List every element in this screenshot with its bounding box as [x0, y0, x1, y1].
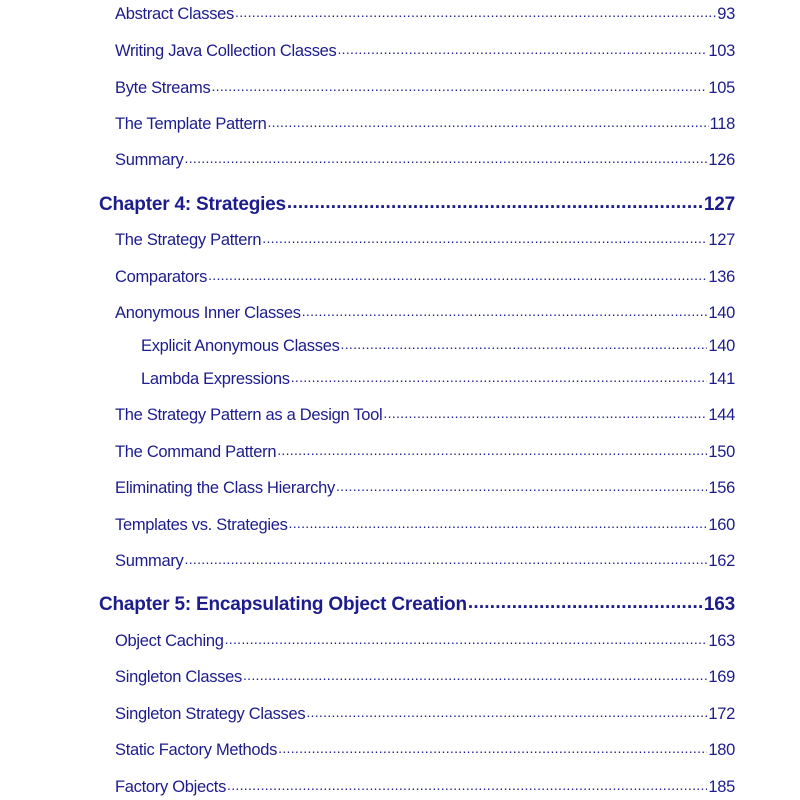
toc-entry-explicit-anonymous-classes[interactable]: [141, 337, 735, 356]
toc-entry-singleton-strategy-classes[interactable]: [115, 705, 735, 724]
dot-leader: [243, 666, 707, 685]
toc-entry-singleton-classes[interactable]: [115, 668, 735, 687]
toc-entry-title: Singleton Classes: [115, 668, 242, 686]
dot-leader: [235, 3, 716, 22]
toc-entry-title: Static Factory Methods: [115, 741, 278, 759]
dot-leader: [225, 630, 708, 649]
toc-entry-title: The Template Pattern: [115, 115, 267, 133]
toc-entry-page: 105: [708, 79, 735, 97]
toc-entry-template-pattern[interactable]: [115, 115, 735, 134]
toc-entry-page: 136: [708, 268, 735, 286]
toc-entry-strategy-pattern[interactable]: [115, 231, 735, 250]
toc-entry-page: 172: [708, 705, 735, 723]
dot-leader: [227, 776, 707, 795]
dot-leader: [211, 77, 707, 96]
toc-entry-page: 127: [708, 231, 735, 249]
dot-leader: [302, 302, 708, 321]
dot-leader: [468, 592, 703, 614]
toc-entry-command-pattern[interactable]: [115, 443, 735, 462]
toc-entry-title: Writing Java Collection Classes: [115, 42, 337, 60]
toc-entry-static-factory-methods[interactable]: [115, 741, 735, 760]
toc-entry-object-caching[interactable]: [115, 632, 735, 651]
toc-entry-summary[interactable]: [115, 552, 735, 571]
toc-chapter-title: Chapter 4: Strategies: [99, 194, 286, 215]
toc-entry-page: 144: [708, 406, 735, 424]
toc-chapter-page: 127: [703, 194, 735, 215]
toc-chapter-title: Chapter 5: Encapsulating Object Creation: [99, 594, 467, 615]
dot-leader: [185, 550, 708, 569]
toc-entry-page: 140: [708, 337, 735, 355]
dot-leader: [289, 514, 708, 533]
toc-entry-lambda-expressions[interactable]: [141, 370, 735, 389]
toc-entry-anonymous-inner-classes[interactable]: [115, 304, 735, 323]
toc-chapter-5-encapsulating-object-creation[interactable]: [99, 594, 735, 616]
toc-entry-page: 160: [708, 516, 735, 534]
toc-entry-writing-java-collection-classes[interactable]: [115, 42, 735, 61]
toc-chapter-page: 163: [703, 594, 735, 615]
toc-entry-title: Singleton Strategy Classes: [115, 705, 306, 723]
toc-entry-title: Lambda Expressions: [141, 370, 290, 388]
dot-leader: [291, 368, 708, 387]
toc-entry-templates-vs-strategies[interactable]: [115, 516, 735, 535]
toc-entry-title: Object Caching: [115, 632, 224, 650]
toc-entry-page: 140: [708, 304, 735, 322]
dot-leader: [208, 266, 707, 285]
toc-entry-title: Anonymous Inner Classes: [115, 304, 301, 322]
dot-leader: [337, 40, 707, 59]
dot-leader: [306, 703, 707, 722]
dot-leader: [277, 441, 707, 460]
dot-leader: [278, 739, 707, 758]
toc-entry-title: The Strategy Pattern as a Design Tool: [115, 406, 383, 424]
toc-entry-factory-objects[interactable]: [115, 778, 735, 797]
toc-entry-page: 141: [708, 370, 735, 388]
toc-entry-title: Abstract Classes: [115, 5, 234, 23]
dot-leader: [383, 404, 707, 423]
toc-entry-page: 150: [708, 443, 735, 461]
toc-entry-page: 103: [708, 42, 735, 60]
toc-entry-summary[interactable]: [115, 151, 735, 170]
toc-entry-comparators[interactable]: [115, 268, 735, 287]
dot-leader: [267, 113, 708, 132]
dot-leader: [262, 229, 707, 248]
dot-leader: [341, 335, 708, 354]
dot-leader: [185, 149, 708, 168]
toc-entry-title: Eliminating the Class Hierarchy: [115, 479, 335, 497]
toc-entry-page: 93: [717, 5, 735, 23]
toc-entry-page: 180: [708, 741, 735, 759]
toc-entry-title: Explicit Anonymous Classes: [141, 337, 340, 355]
toc-entry-byte-streams[interactable]: [115, 79, 735, 98]
toc-entry-title: The Command Pattern: [115, 443, 277, 461]
toc-entry-eliminating-class-hierarchy[interactable]: [115, 479, 735, 498]
toc-chapter-4-strategies[interactable]: [99, 194, 735, 216]
toc-entry-title: Summary: [115, 151, 184, 169]
toc-entry-page: 163: [708, 632, 735, 650]
toc-entry-title: Factory Objects: [115, 778, 227, 796]
toc-entry-title: Summary: [115, 552, 184, 570]
toc-entry-strategy-pattern-design-tool[interactable]: [115, 406, 735, 425]
toc-entry-page: 169: [708, 668, 735, 686]
toc-entry-title: The Strategy Pattern: [115, 231, 262, 249]
toc-entry-page: 162: [708, 552, 735, 570]
toc-entry-abstract-classes[interactable]: [115, 5, 735, 24]
toc-entry-page: 185: [708, 778, 735, 796]
toc-entry-page: 126: [708, 151, 735, 169]
dot-leader: [336, 477, 707, 496]
toc-entry-title: Templates vs. Strategies: [115, 516, 288, 534]
toc-entry-title: Byte Streams: [115, 79, 211, 97]
toc-entry-page: 156: [708, 479, 735, 497]
toc-entry-page: 118: [709, 115, 735, 133]
toc-entry-title: Comparators: [115, 268, 208, 286]
dot-leader: [287, 192, 703, 214]
